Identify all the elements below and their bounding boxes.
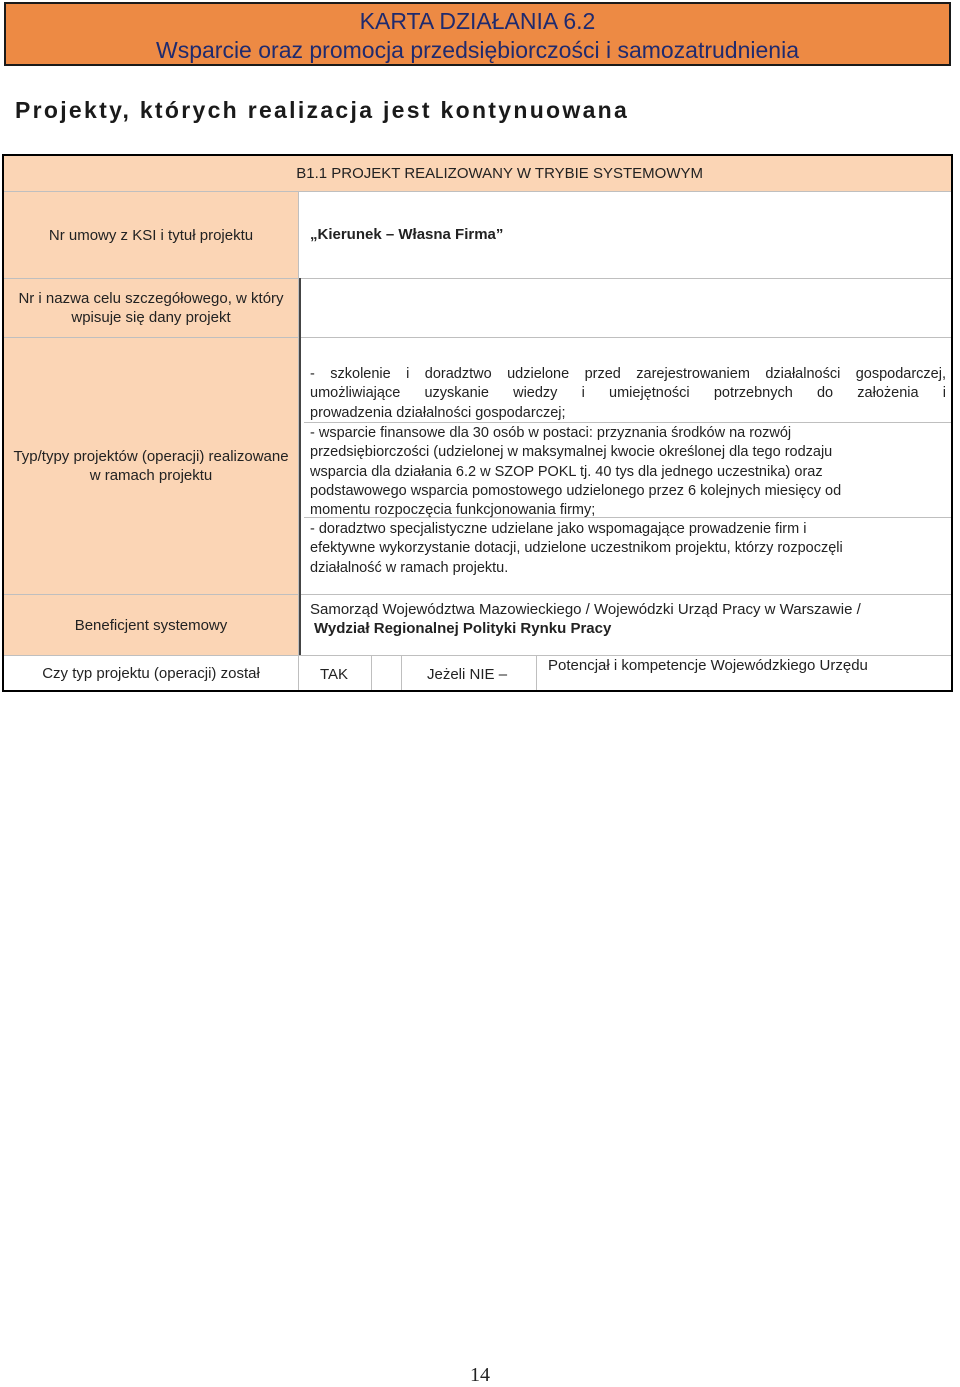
beneficiary-value: Samorząd Województwa Mazowieckiego / Wojewódzki Urząd Pracy w Warszawie / Wydział Regionalnej Polityki Rynku Pracy bbox=[310, 601, 861, 638]
section-heading: Projekty, których realizacja jest kontynuowana bbox=[15, 97, 630, 123]
table-header bbox=[4, 156, 951, 191]
contract-label bbox=[4, 192, 298, 278]
card-subtitle: Wsparcie oraz promocja przedsiębiorczości i samozatrudnienia bbox=[156, 37, 799, 63]
table-header-text: B1.1 PROJEKT REALIZOWANY W TRYBIE SYSTEMOWYM bbox=[296, 165, 703, 182]
if-no-label: Jeżeli NIE – bbox=[427, 666, 508, 683]
yes-checkbox bbox=[376, 665, 396, 684]
types-label-text: Typ/typy projektów (operacji) realizowane w ramach projektu bbox=[13, 448, 289, 484]
card-title-banner bbox=[4, 2, 951, 66]
project-table bbox=[2, 154, 953, 692]
type-item-financial-support: - wsparcie finansowe dla 30 osób w postaci: przyznania środków na rozwój przedsiębiorczości (udzielonej w maksymalnej kwocie określonej dla tego rodzaju wsparcia dla działania 6.2 w SZOP POKL tj. 40 tys dla jednego uczestnika) oraz podstawowego wsparcia pomostowego udzielonego przez 6 kolejnych miesięcy od momentu rozpoczęcia funkcjonowania firmy; bbox=[310, 425, 842, 519]
last-row-label bbox=[4, 656, 298, 690]
type-item-training: - szkolenie i doradztwo udzielone przed zarejestrowaniem działalności gospodarczej, umożliwiające uzyskanie wiedzy i umiejętności potrzebnych do założenia i prowadzenia działalności gospodarczej; bbox=[310, 366, 946, 421]
types-label bbox=[4, 338, 298, 594]
goal-label bbox=[4, 279, 298, 337]
contract-label-text: Nr umowy z KSI i tytuł projektu bbox=[48, 226, 254, 244]
page-number: 14 bbox=[470, 1364, 490, 1386]
goal-label-text: Nr i nazwa celu szczegółowego, w który wpisuje się dany projekt bbox=[18, 290, 284, 326]
last-row-label-text: Czy typ projektu (operacji) został bbox=[42, 664, 260, 682]
beneficiary-label bbox=[4, 595, 298, 655]
if-no-value: Potencjał i kompetencje Wojewódzkiego Urzędu bbox=[548, 657, 868, 674]
type-item-consulting: - doradztwo specjalistyczne udzielane jako wspomagające prowadzenie firm i efektywne wykorzystanie dotacji, udzielone uczestnikom projektu, którzy rozpoczęli działalność w ramach projektu. bbox=[310, 521, 843, 576]
project-title: „Kierunek – Własna Firma” bbox=[310, 226, 504, 243]
yes-label: TAK bbox=[320, 666, 349, 683]
card-title: KARTA DZIAŁANIA 6.2 bbox=[359, 8, 596, 34]
beneficiary-label-text: Beneficjent systemowy bbox=[74, 616, 228, 634]
